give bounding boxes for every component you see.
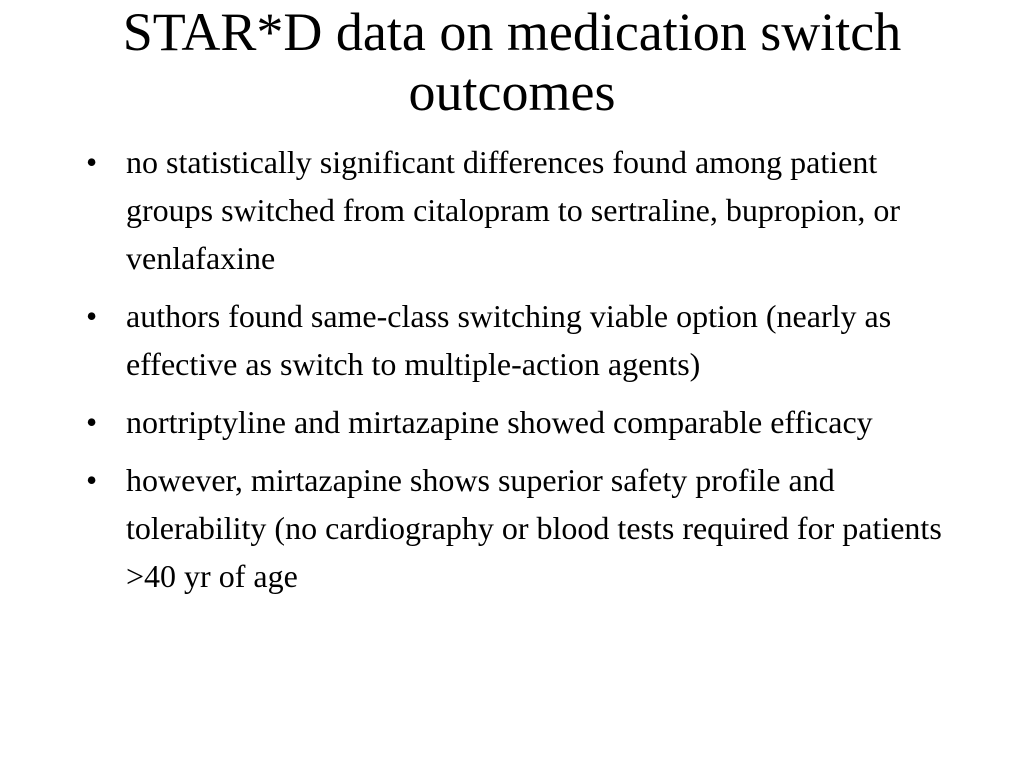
- bullet-text: nortriptyline and mirtazapine showed comparable efficacy: [126, 404, 873, 440]
- bullet-icon: •: [86, 462, 98, 498]
- bullet-icon: •: [86, 144, 98, 180]
- bullet-item: [86, 456, 946, 600]
- bullet-text: no statistically significant differences found among patient groups switched from citalopram to sertraline, bupropion, or venlafaxine: [126, 144, 901, 276]
- bullet-text: however, mirtazapine shows superior safety profile and tolerability (no cardiography or blood tests required for patients >40 yr of age: [126, 462, 942, 594]
- bullet-item: [86, 138, 946, 282]
- bullet-icon: •: [86, 298, 98, 334]
- bullet-icon: •: [86, 404, 98, 440]
- bullet-text: authors found same-class switching viable option (nearly as effective as switch to multiple-action agents): [126, 298, 892, 382]
- bullet-list: [86, 138, 946, 610]
- slide-title: STAR*D data on medication switch outcomes: [122, 2, 902, 122]
- bullet-item: [86, 398, 946, 446]
- bullet-item: [86, 292, 946, 388]
